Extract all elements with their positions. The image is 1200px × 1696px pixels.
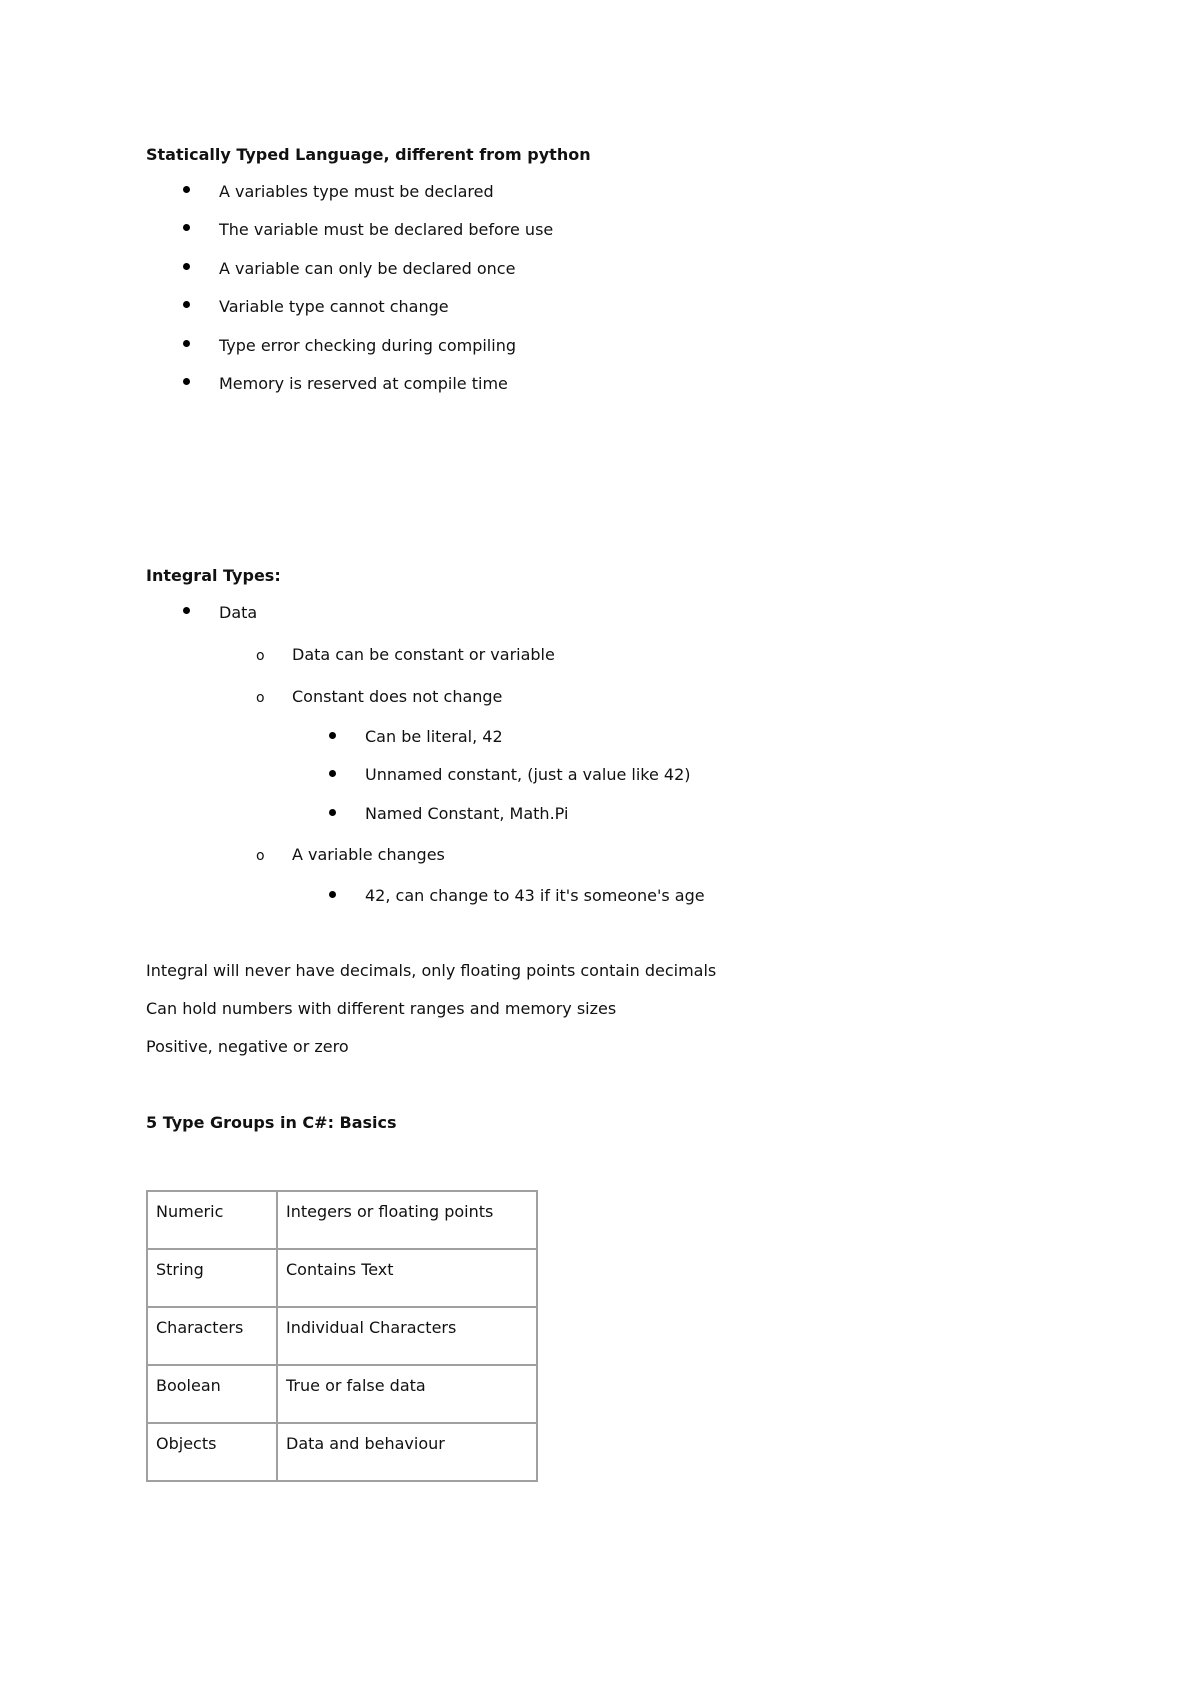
list-item: Data — [219, 603, 258, 622]
bullet-dot — [183, 340, 190, 347]
list-item: A variable can only be declared once — [219, 259, 516, 278]
section-heading-integral-types: Integral Types: — [146, 566, 281, 585]
list-item: The variable must be declared before use — [219, 220, 554, 239]
table-row — [147, 1423, 537, 1481]
list-item: Unnamed constant, (just a value like 42) — [365, 765, 691, 784]
list-item: Memory is reserved at compile time — [219, 374, 508, 393]
paragraph: Can hold numbers with different ranges and memory sizes — [146, 999, 617, 1018]
table-cell: True or false data — [277, 1365, 537, 1423]
list-item: Data can be constant or variable — [292, 645, 555, 664]
table-cell: Individual Characters — [277, 1307, 537, 1365]
section-heading-type-groups: 5 Type Groups in C#: Basics — [146, 1113, 397, 1132]
type-groups-table — [146, 1190, 538, 1482]
bullet-dot — [183, 301, 190, 308]
table-cell: Integers or floating points — [277, 1191, 537, 1249]
bullet-dot — [183, 378, 190, 385]
sub-bullet-o: o — [256, 690, 265, 706]
list-item: Constant does not change — [292, 687, 503, 706]
list-item: A variable changes — [292, 845, 445, 864]
bullet-dot — [329, 770, 336, 777]
bullet-dot — [183, 263, 190, 270]
table-cell: Boolean — [147, 1365, 277, 1423]
table-row — [147, 1249, 537, 1307]
bullet-dot — [329, 891, 336, 898]
table-cell: Characters — [147, 1307, 277, 1365]
paragraph: Positive, negative or zero — [146, 1037, 349, 1056]
bullet-dot — [329, 809, 336, 816]
section-heading-statically-typed: Statically Typed Language, different from python — [146, 145, 591, 164]
bullet-dot — [183, 186, 190, 193]
table-cell: Objects — [147, 1423, 277, 1481]
bullet-dot — [329, 732, 336, 739]
table-cell: Numeric — [147, 1191, 277, 1249]
list-item: 42, can change to 43 if it's someone's age — [365, 886, 705, 905]
table-row — [147, 1307, 537, 1365]
sub-bullet-o: o — [256, 648, 265, 664]
list-item: Can be literal, 42 — [365, 727, 503, 746]
paragraph: Integral will never have decimals, only floating points contain decimals — [146, 961, 717, 980]
bullet-dot — [183, 224, 190, 231]
list-item: Named Constant, Math.Pi — [365, 804, 569, 823]
table-cell: Data and behaviour — [277, 1423, 537, 1481]
list-item: A variables type must be declared — [219, 182, 494, 201]
table-cell: Contains Text — [277, 1249, 537, 1307]
sub-bullet-o: o — [256, 848, 265, 864]
table-cell: String — [147, 1249, 277, 1307]
list-item: Type error checking during compiling — [219, 336, 516, 355]
table-row — [147, 1191, 537, 1249]
bullet-dot — [183, 607, 190, 614]
table-row — [147, 1365, 537, 1423]
list-item: Variable type cannot change — [219, 297, 449, 316]
